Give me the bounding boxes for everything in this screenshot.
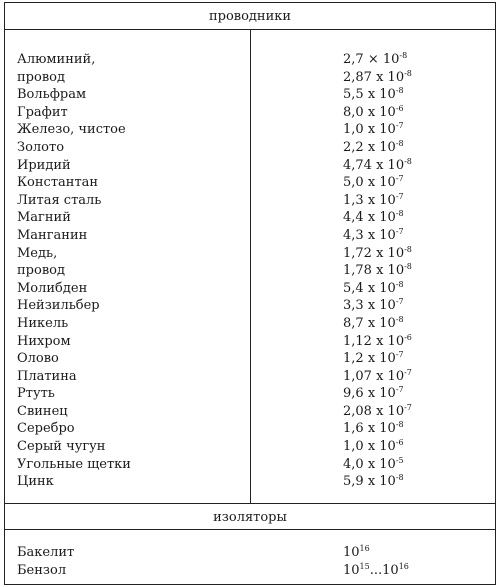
resistivity-value — [343, 69, 412, 87]
value-exponent: -8 — [395, 279, 404, 289]
table-row — [5, 51, 495, 69]
table-row — [5, 192, 495, 210]
material-name: Вольфрам — [17, 87, 87, 103]
value-exponent: -6 — [395, 438, 404, 448]
value-mantissa: 8,7 — [343, 315, 364, 331]
material-name: Железо, чистое — [17, 122, 126, 138]
value-mantissa: 5,0 — [343, 175, 364, 191]
value-times-ten: x 10 — [363, 456, 396, 472]
table-row — [5, 420, 495, 438]
value-times-ten: x 10 — [363, 122, 396, 138]
table-row — [5, 315, 495, 333]
value-exponent: -7 — [404, 367, 412, 377]
table-row — [5, 174, 495, 192]
value-base: 10 — [343, 562, 360, 578]
value-exponent: 16 — [359, 544, 370, 553]
material-name: провод — [17, 69, 65, 85]
resistivity-value — [343, 209, 404, 227]
value-mantissa: 2,08 — [343, 403, 372, 419]
table-row — [5, 473, 495, 491]
resistivity-value — [343, 350, 404, 368]
resistivity-value — [343, 245, 412, 263]
value-mantissa: 5,4 — [343, 280, 364, 296]
resistivity-value — [343, 104, 404, 122]
material-name: Иридий — [17, 157, 71, 173]
value-times-ten: x 10 — [363, 175, 396, 191]
value-times-ten: x 10 — [371, 333, 405, 349]
value-exponent: -7 — [395, 350, 404, 360]
value-mantissa: 5,5 — [343, 87, 364, 103]
value-mantissa: 2,2 — [343, 139, 364, 155]
material-name: Серый чугун — [17, 439, 106, 455]
table-row — [5, 157, 495, 175]
value-exponent: -5 — [395, 455, 404, 465]
resistivity-value — [343, 262, 412, 280]
resistivity-value — [343, 562, 409, 580]
value-base: 10 — [343, 545, 360, 560]
resistivity-value — [343, 438, 404, 456]
table-row — [5, 385, 495, 403]
table-row — [5, 227, 495, 245]
value-exponent: -7 — [395, 385, 404, 395]
material-name: Молибден — [17, 280, 88, 296]
value-range-separator: ... — [369, 562, 383, 578]
material-name: Свинец — [17, 403, 68, 419]
value-mantissa: 5,9 — [343, 474, 364, 490]
value-exponent: -8 — [395, 138, 404, 148]
table-row — [5, 139, 495, 157]
resistivity-value — [343, 420, 404, 438]
resistivity-value — [343, 192, 404, 210]
resistivity-value — [343, 157, 412, 175]
value-exponent: -8 — [404, 262, 412, 272]
value-exponent: -8 — [395, 209, 404, 219]
material-name: Ртуть — [17, 386, 55, 402]
table-row — [5, 333, 495, 351]
value-times-ten: x 10 — [363, 315, 396, 331]
value-times-ten: x 10 — [363, 298, 396, 314]
value-times-ten: x 10 — [371, 403, 405, 419]
resistivity-value — [343, 121, 404, 139]
resistivity-value — [343, 368, 412, 386]
value-times-ten: x 10 — [363, 386, 396, 402]
value-base-upper: 10 — [382, 562, 399, 578]
table-row — [5, 262, 495, 280]
resistivity-value — [343, 227, 404, 245]
value-exponent: -8 — [404, 244, 412, 254]
table-row — [5, 297, 495, 315]
resistivity-value — [343, 51, 407, 69]
value-times-ten: x 10 — [363, 421, 396, 437]
value-times-ten: x 10 — [363, 192, 396, 208]
value-times-ten: x 10 — [371, 157, 405, 173]
value-mantissa: 4,74 — [343, 157, 372, 173]
value-mantissa: 1,3 — [343, 192, 364, 208]
material-name: Золото — [17, 139, 65, 155]
value-times-ten: x 10 — [363, 227, 396, 243]
table-row — [5, 403, 495, 421]
value-times-ten: x 10 — [371, 245, 405, 261]
material-name: Алюминий, — [17, 52, 96, 67]
value-times-ten: x 10 — [363, 280, 396, 296]
value-exponent: -8 — [395, 420, 404, 430]
value-times-ten: x 10 — [371, 69, 405, 85]
material-name: Константан — [17, 175, 99, 191]
material-name: Олово — [17, 351, 59, 367]
value-exponent: -8 — [399, 51, 408, 60]
value-times-ten: × 10 — [363, 52, 400, 67]
value-mantissa: 1,6 — [343, 421, 364, 437]
value-mantissa: 2,7 — [343, 52, 364, 67]
material-name: Магний — [17, 210, 71, 226]
resistivity-value — [343, 544, 370, 562]
value-exponent: -6 — [395, 103, 404, 113]
resistivity-value — [343, 385, 404, 403]
insulator-rows — [5, 544, 495, 579]
table-row — [5, 350, 495, 368]
material-name: Нейзильбер — [17, 298, 100, 314]
table-row — [5, 104, 495, 122]
value-exponent: -8 — [404, 68, 412, 78]
value-mantissa: 1,72 — [343, 245, 372, 261]
value-times-ten: x 10 — [363, 474, 396, 490]
resistivity-table — [4, 2, 496, 585]
value-exponent: -7 — [395, 121, 404, 131]
value-exponent: 15 — [359, 561, 370, 571]
table-row — [5, 368, 495, 386]
section-header-conductors: проводники — [5, 3, 495, 30]
table-row — [5, 280, 495, 298]
value-exponent: -8 — [395, 86, 404, 96]
value-mantissa: 1,78 — [343, 263, 372, 279]
value-times-ten: x 10 — [371, 263, 405, 279]
resistivity-value — [343, 403, 412, 421]
value-mantissa: 4,4 — [343, 210, 364, 226]
value-mantissa: 4,3 — [343, 227, 364, 243]
value-mantissa: 8,0 — [343, 104, 364, 120]
value-exponent: -7 — [395, 226, 404, 236]
material-name: Литая сталь — [17, 192, 102, 208]
table-row — [5, 544, 495, 562]
table-row — [5, 245, 495, 263]
material-name: Бакелит — [17, 545, 75, 560]
material-name: Бензол — [17, 562, 67, 578]
conductor-rows — [5, 51, 495, 491]
table-row — [5, 69, 495, 87]
value-exponent: -6 — [404, 332, 412, 342]
table-row — [5, 456, 495, 474]
material-name: Никель — [17, 315, 69, 331]
resistivity-value — [343, 139, 404, 157]
material-name: Угольные щетки — [17, 456, 131, 472]
material-name: Графит — [17, 104, 68, 120]
value-mantissa: 3,3 — [343, 298, 364, 314]
material-name: Платина — [17, 368, 77, 384]
value-mantissa: 1,0 — [343, 122, 364, 138]
material-name: Медь, — [17, 245, 58, 261]
table-row — [5, 438, 495, 456]
material-name: Цинк — [17, 474, 54, 490]
resistivity-value — [343, 456, 404, 474]
value-exponent: -8 — [404, 156, 412, 166]
value-mantissa: 1,0 — [343, 439, 364, 455]
resistivity-value — [343, 86, 404, 104]
value-times-ten: x 10 — [363, 210, 396, 226]
value-mantissa: 2,87 — [343, 69, 372, 85]
material-name: Серебро — [17, 421, 75, 437]
resistivity-value — [343, 280, 404, 298]
table-row — [5, 121, 495, 139]
resistivity-value — [343, 473, 404, 491]
value-times-ten: x 10 — [363, 87, 396, 103]
value-mantissa: 9,6 — [343, 386, 364, 402]
value-times-ten: x 10 — [363, 439, 396, 455]
material-name: Нихром — [17, 333, 71, 349]
value-exponent-upper: 16 — [398, 561, 409, 571]
value-mantissa: 1,07 — [343, 368, 372, 384]
value-mantissa: 1,2 — [343, 351, 364, 367]
value-mantissa: 1,12 — [343, 333, 372, 349]
material-name: провод — [17, 263, 65, 279]
value-times-ten: x 10 — [371, 368, 405, 384]
value-exponent: -7 — [395, 297, 404, 307]
value-mantissa: 4,0 — [343, 456, 364, 472]
value-exponent: -7 — [404, 402, 412, 412]
value-times-ten: x 10 — [363, 139, 396, 155]
resistivity-value — [343, 333, 412, 351]
resistivity-value — [343, 297, 404, 315]
table-row — [5, 86, 495, 104]
material-name: Манганин — [17, 227, 88, 243]
table-row — [5, 562, 495, 580]
section-header-insulators: изоляторы — [5, 503, 495, 530]
resistivity-value — [343, 315, 404, 333]
value-exponent: -8 — [395, 473, 404, 483]
resistivity-value — [343, 174, 404, 192]
value-exponent: -7 — [395, 174, 404, 184]
value-exponent: -7 — [395, 191, 404, 201]
value-exponent: -8 — [395, 314, 404, 324]
value-times-ten: x 10 — [363, 351, 396, 367]
value-times-ten: x 10 — [363, 104, 396, 120]
table-row — [5, 209, 495, 227]
